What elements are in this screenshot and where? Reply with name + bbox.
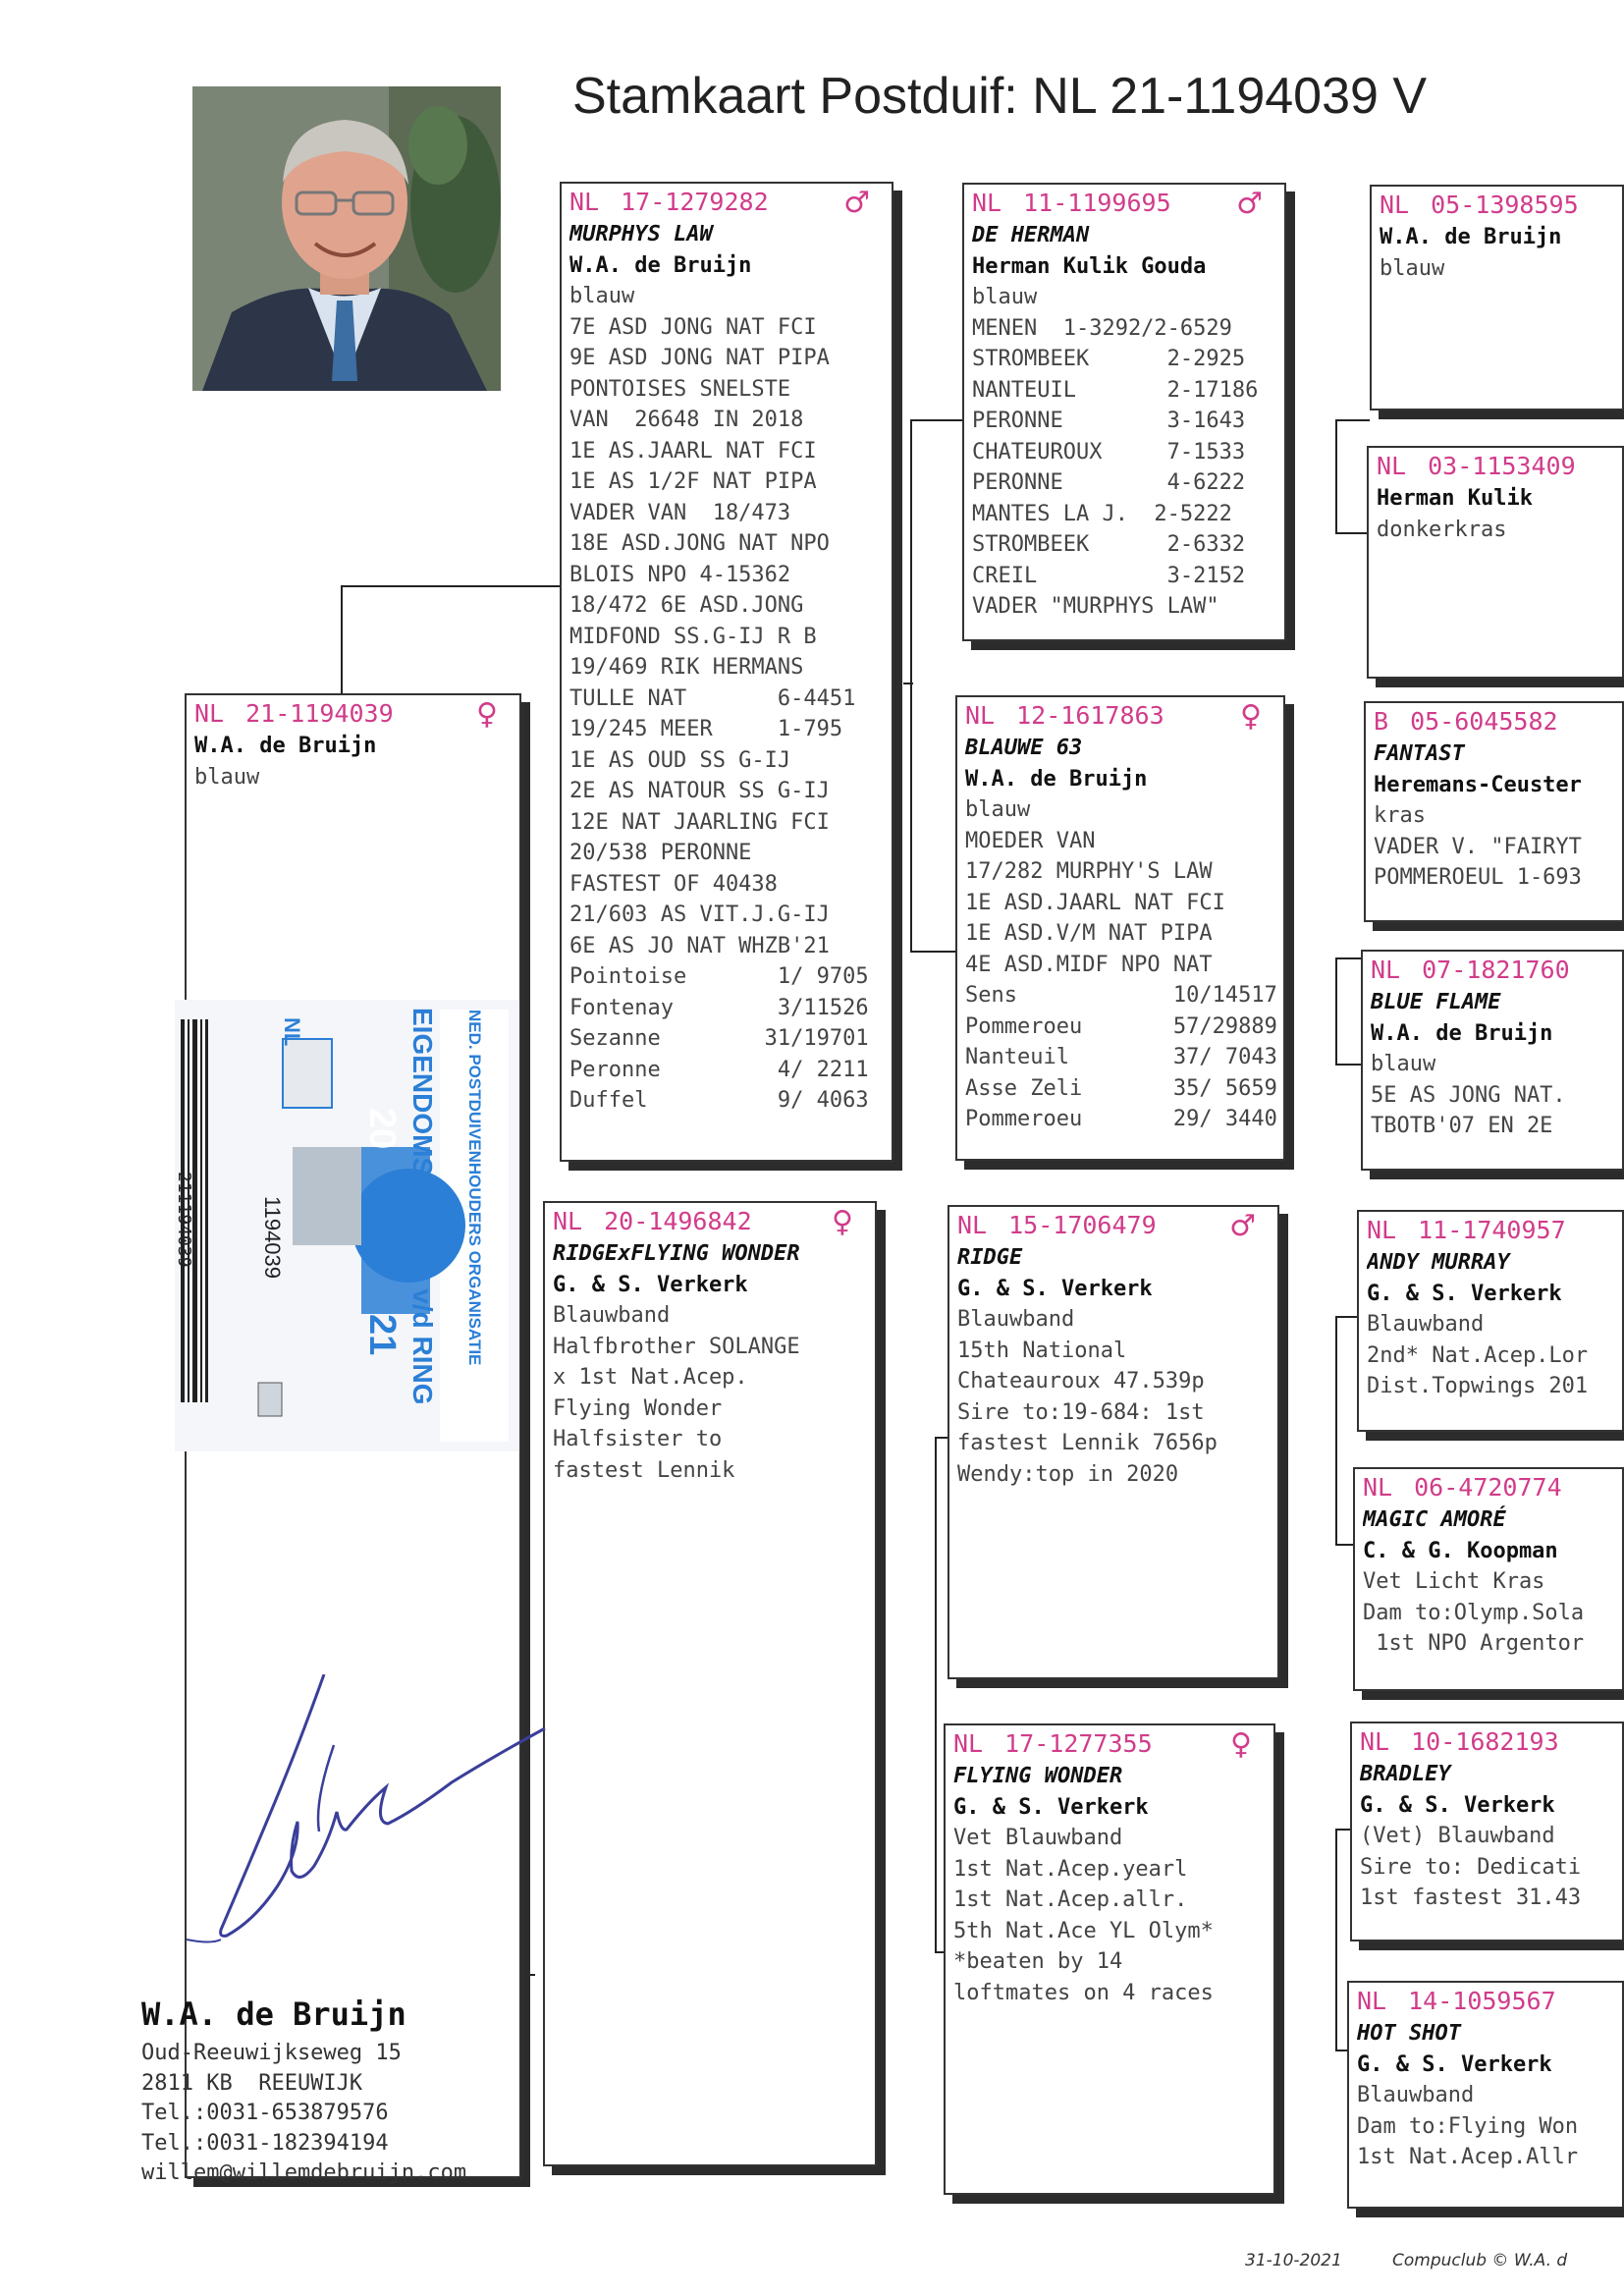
connector-line [341, 585, 343, 707]
connector-line [1335, 532, 1370, 534]
pigeon-name: RIDGE [957, 1245, 1023, 1270]
card-line: 1E ASD.V/M NAT PIPA [965, 921, 1213, 946]
pedigree-card-sire-dam [955, 695, 1285, 1161]
card-lines [953, 1761, 1270, 2008]
breeder-address: Oud-Reeuwijkseweg 15 [141, 2041, 402, 2065]
pigeon-name: HOT SHOT [1357, 2021, 1461, 2046]
card-line: Pointoise 1/ 9705 [569, 964, 869, 989]
card-line: TULLE NAT 6-4451 [569, 685, 856, 711]
female-icon: ♀ [476, 697, 498, 732]
pigeon-owner: Herman Kulik [1377, 486, 1533, 511]
card-line: Vet Blauwband [953, 1826, 1123, 1850]
ring-country: NL [553, 1207, 583, 1235]
card-header [1367, 1216, 1614, 1245]
ring-country: NL [965, 701, 996, 730]
pigeon-name: BLUE FLAME [1371, 990, 1501, 1014]
card-lines [965, 733, 1279, 1135]
card-line: 1st NPO Argentor [1363, 1631, 1585, 1656]
ring-certificate [175, 1000, 518, 1451]
card-line: NANTEUIL 2-17186 [972, 377, 1259, 403]
ring-number: 03-1153409 [1428, 452, 1576, 480]
card-lines [1367, 1247, 1618, 1402]
card-line: Pommeroeu 57/29889 [965, 1013, 1277, 1039]
pigeon-owner: W.A. de Bruijn [965, 766, 1148, 792]
card-line: VAN 26648 IN 2018 [569, 408, 804, 432]
pigeon-name: MAGIC AMORÉ [1363, 1507, 1506, 1532]
connector-line [1335, 1316, 1357, 1318]
pigeon-name: FANTAST [1374, 741, 1465, 766]
pigeon-owner: G. & S. Verkerk [553, 1272, 748, 1297]
card-line: 7E ASD JONG NAT FCI [569, 314, 817, 340]
female-icon: ♀ [832, 1205, 853, 1239]
card-line: fastest Lennik 7656p [957, 1431, 1218, 1455]
pigeon-owner: W.A. de Bruijn [194, 734, 377, 758]
card-lines [1357, 2018, 1618, 2173]
pigeon-owner: W.A. de Bruijn [569, 252, 752, 278]
pigeon-owner: W.A. de Bruijn [1371, 1020, 1553, 1046]
card-line: POMMEROEUL 1-693 [1374, 865, 1582, 890]
card-line: MIDFOND SS.G-IJ R B [569, 624, 817, 649]
male-icon: ♂ [1229, 1209, 1256, 1243]
pigeon-name: BLAUWE 63 [965, 736, 1083, 760]
card-line: Blauwband [957, 1307, 1075, 1332]
card-line: blauw [569, 284, 635, 308]
breeder-phone-2: Tel.:0031-182394194 [141, 2130, 389, 2156]
card-line: Duffel 9/ 4063 [569, 1088, 869, 1113]
ring-card-country: NL [280, 1017, 304, 1047]
card-line: 1E AS 1/2F NAT PIPA [569, 469, 817, 494]
card-line: TBOTB'07 EN 2E [1371, 1114, 1553, 1138]
ring-country: NL [1367, 1216, 1397, 1244]
card-line: FASTEST OF 40438 [569, 871, 778, 897]
card-line: 20/538 PERONNE [569, 841, 752, 865]
pigeon-owner: G. & S. Verkerk [957, 1276, 1153, 1301]
ring-number: 14-1059567 [1408, 1987, 1556, 2015]
pigeon-owner: C. & G. Koopman [1363, 1538, 1558, 1563]
card-header [953, 1727, 1266, 1762]
card-line: Blauwband [1367, 1312, 1485, 1337]
breeder-phone-1: Tel.:0031-653879576 [141, 2101, 389, 2125]
card-line: VADER VAN 18/473 [569, 500, 791, 525]
card-line: STROMBEEK 2-2925 [972, 347, 1246, 371]
card-line: blauw [965, 797, 1031, 822]
pedigree-card-sdd [1361, 950, 1624, 1171]
ring-number: 20-1496842 [604, 1207, 752, 1235]
card-line: 4E ASD.MIDF NPO NAT [965, 952, 1213, 977]
ring-country: NL [957, 1211, 988, 1239]
card-header [1360, 1727, 1614, 1757]
card-lines [553, 1238, 871, 1486]
ring-country: NL [1363, 1473, 1393, 1502]
card-line: CHATEUROUX 7-1533 [972, 439, 1246, 465]
ring-number: 05-1398595 [1431, 191, 1579, 219]
connector-line [903, 683, 913, 684]
copyright-note: Compuclub © W.A. d [1392, 2251, 1568, 2270]
ring-card-org: NED. POSTDUIVENHOUDERS ORGANISATIE [465, 1010, 484, 1366]
signature [182, 1674, 560, 1969]
card-line: Asse Zeli 35/ 5659 [965, 1075, 1277, 1101]
card-line: (Vet) Blauwband [1360, 1824, 1555, 1848]
connector-line [1335, 419, 1370, 421]
ring-country: NL [1377, 452, 1407, 480]
card-line: 5E AS JONG NAT. [1371, 1082, 1566, 1108]
pedigree-card-dam-sire [947, 1205, 1279, 1679]
ring-number: 11-1199695 [1023, 189, 1171, 217]
card-lines [1360, 1759, 1618, 1914]
female-icon: ♀ [1230, 1727, 1252, 1762]
ring-number: 07-1821760 [1422, 956, 1570, 984]
card-line: 12E NAT JAARLING FCI [569, 809, 830, 835]
card-line: 6E AS JO NAT WHZB'21 [569, 933, 830, 958]
card-line: blauw [1371, 1052, 1436, 1076]
card-header [972, 187, 1276, 221]
ring-number: 06-4720774 [1414, 1473, 1562, 1502]
card-line: Nanteuil 37/ 7043 [965, 1045, 1277, 1069]
pigeon-owner: G. & S. Verkerk [1357, 2051, 1552, 2077]
pedigree-card-dds [1350, 1722, 1624, 1941]
ring-country: NL [953, 1729, 984, 1758]
card-line: 19/469 RIK HERMANS [569, 655, 804, 680]
connector-line [1335, 1829, 1337, 2050]
card-line: Dam to:Flying Won [1357, 2113, 1579, 2139]
card-line: 17/282 MURPHY'S LAW [965, 859, 1213, 884]
card-line: MENEN 1-3292/2-6529 [972, 315, 1232, 341]
card-lines [1371, 987, 1618, 1142]
female-icon: ♀ [1240, 699, 1262, 734]
ring-number: 15-1706479 [1008, 1211, 1157, 1239]
breeder-city: 2811 KB REEUWIJK [141, 2070, 363, 2096]
male-icon: ♂ [1236, 187, 1263, 221]
pigeon-owner: G. & S. Verkerk [1360, 1792, 1555, 1818]
card-line: blauw [194, 764, 260, 790]
card-line: STROMBEEK 2-6332 [972, 532, 1246, 557]
male-icon: ♂ [843, 186, 870, 220]
card-line: Flying Wonder [553, 1395, 723, 1421]
card-line: Halfbrother SOLANGE [553, 1334, 800, 1359]
card-lines [569, 219, 888, 1117]
card-lines [194, 731, 515, 793]
card-lines [957, 1242, 1273, 1490]
ring-number: 05-6045582 [1410, 707, 1558, 736]
pigeon-owner: G. & S. Verkerk [1367, 1281, 1562, 1306]
ring-number: 21-1194039 [245, 699, 394, 728]
card-header [1357, 1987, 1614, 2016]
card-line: blauw [1380, 255, 1445, 281]
pedigree-card-dsd [1353, 1467, 1624, 1691]
pedigree-card-dam [543, 1201, 877, 2166]
ring-card-year-a: 20 [361, 1108, 403, 1150]
card-line: Wendy:top in 2020 [957, 1461, 1179, 1487]
card-line: Sezanne 31/19701 [569, 1026, 869, 1051]
print-date: 31-10-2021 [1245, 2251, 1342, 2270]
card-line: 18/472 6E ASD.JONG [569, 593, 804, 618]
connector-line [1335, 957, 1337, 1064]
card-line: 2nd* Nat.Acep.Lor [1367, 1342, 1589, 1368]
card-header [569, 186, 884, 220]
card-line: Fontenay 3/11526 [569, 995, 869, 1020]
ring-card-year-b: 21 [361, 1314, 403, 1356]
card-header [194, 697, 512, 732]
pigeon-name: MURPHYS LAW [569, 222, 713, 246]
card-line: *beaten by 14 [953, 1949, 1123, 1974]
card-line: Halfsister to [553, 1427, 723, 1451]
connector-line [1335, 1829, 1350, 1831]
card-line: 1E ASD.JAARL NAT FCI [965, 890, 1225, 915]
pigeon-name: FLYING WONDER [953, 1764, 1123, 1788]
card-lines [972, 220, 1280, 623]
card-line: MANTES LA J. 2-5222 [972, 501, 1232, 526]
card-header [1371, 956, 1614, 985]
card-line: 1E AS OUD SS G-IJ [569, 747, 791, 773]
pigeon-owner: W.A. de Bruijn [1380, 225, 1562, 249]
card-line: MOEDER VAN [965, 828, 1096, 853]
card-line: Pommeroeu 29/ 3440 [965, 1107, 1277, 1131]
breeder-name: W.A. de Bruijn [141, 1995, 406, 2033]
ring-card-number: 1194039 [260, 1196, 285, 1280]
connector-line [1335, 1064, 1361, 1066]
card-line: PERONNE 4-6222 [972, 470, 1246, 495]
connector-line [1335, 1544, 1353, 1546]
card-line: Dist.Topwings 201 [1367, 1374, 1589, 1398]
breeder-email: willem@willemdebruijn.com [141, 2160, 467, 2185]
pigeon-owner: G. & S. Verkerk [953, 1794, 1149, 1820]
card-line: Blauwband [1357, 2083, 1475, 2107]
connector-line [910, 419, 912, 953]
card-line: PERONNE 3-1643 [972, 409, 1246, 433]
card-line: 19/245 MEER 1-795 [569, 717, 843, 741]
card-line: Chateauroux 47.539p [957, 1369, 1205, 1394]
card-line: 1st fastest 31.43 [1360, 1886, 1582, 1910]
card-lines [1363, 1504, 1618, 1660]
card-line: BLOIS NPO 4-15362 [569, 562, 791, 587]
connector-line [341, 585, 569, 587]
card-line: CREIL 3-2152 [972, 563, 1246, 588]
card-line: Sire to:19-684: 1st [957, 1399, 1205, 1425]
card-lines [1374, 738, 1618, 894]
pigeon-name: DE HERMAN [972, 223, 1090, 247]
ring-country: NL [569, 188, 600, 216]
card-header [553, 1205, 867, 1239]
ring-country: NL [1357, 1987, 1387, 2015]
card-header [1380, 191, 1614, 220]
card-line: 1st Nat.Acep.allr. [953, 1887, 1188, 1912]
pedigree-card-sire [560, 182, 893, 1162]
card-line: 15th National [957, 1338, 1127, 1363]
card-line: 1st Nat.Acep.Allr [1357, 2145, 1579, 2169]
card-line: Vet Licht Kras [1363, 1569, 1545, 1594]
pedigree-card-dss [1357, 1210, 1624, 1432]
card-line: Sens 10/14517 [965, 983, 1277, 1008]
card-line: VADER "MURPHYS LAW" [972, 594, 1219, 619]
card-line: loftmates on 4 races [953, 1980, 1214, 2005]
card-header [1377, 452, 1614, 481]
connector-line [935, 1437, 937, 1952]
card-line: Blauwband [553, 1303, 671, 1328]
card-header [965, 699, 1275, 734]
ring-card-barcode-number: 211194039 [174, 1172, 194, 1268]
card-lines [1380, 222, 1618, 284]
page-title: Stamkaart Postduif: NL 21-1194039 V [572, 68, 1428, 125]
pedigree-card-dam-dam [944, 1723, 1275, 2195]
card-header [1374, 707, 1614, 737]
card-line: donkerkras [1377, 517, 1507, 542]
pedigree-card-ssd [1367, 446, 1624, 679]
card-line: Peronne 4/ 2211 [569, 1057, 869, 1082]
ring-number: 17-1277355 [1004, 1729, 1153, 1758]
ring-number: 17-1279282 [621, 188, 769, 216]
ring-country: NL [972, 189, 1002, 217]
card-line: x 1st Nat.Acep. [553, 1365, 748, 1390]
ring-number: 10-1682193 [1411, 1727, 1559, 1756]
ring-number: 11-1740957 [1418, 1216, 1566, 1244]
card-line: VADER V. "FAIRYT [1374, 834, 1582, 859]
pigeon-owner: Heremans-Ceuster [1374, 772, 1582, 797]
card-line: blauw [972, 285, 1038, 309]
card-line: PONTOISES SNELSTE [569, 376, 791, 402]
card-line: 1E AS.JAARL NAT FCI [569, 438, 817, 464]
card-line: kras [1374, 803, 1426, 828]
ring-country: NL [1360, 1727, 1390, 1756]
ring-country: NL [194, 699, 225, 728]
pigeon-owner: Herman Kulik Gouda [972, 253, 1207, 279]
card-line: fastest Lennik [553, 1457, 735, 1483]
card-line: 21/603 AS VIT.J.G-IJ [569, 902, 830, 927]
ring-country: NL [1371, 956, 1401, 984]
pedigree-card-sss [1370, 185, 1624, 410]
card-header [1363, 1473, 1614, 1503]
pigeon-name: BRADLEY [1360, 1762, 1451, 1786]
connector-line [1335, 1316, 1337, 1544]
card-header [957, 1209, 1270, 1243]
connector-line [1335, 2050, 1347, 2051]
pigeon-name: ANDY MURRAY [1367, 1250, 1510, 1275]
card-line: 1st Nat.Acep.yearl [953, 1856, 1188, 1882]
pedigree-card-sds [1364, 701, 1624, 922]
pedigree-card-ddd [1347, 1981, 1624, 2209]
owner-photo [192, 86, 501, 391]
ring-country: B [1374, 707, 1389, 736]
card-line: 9E ASD JONG NAT PIPA [569, 346, 830, 370]
ring-country: NL [1380, 191, 1410, 219]
card-line: 5th Nat.Ace YL Olym* [953, 1918, 1214, 1943]
card-line: Dam to:Olymp.Sola [1363, 1600, 1585, 1625]
card-line: 2E AS NATOUR SS G-IJ [569, 779, 830, 803]
card-line: 18E ASD.JONG NAT NPO [569, 531, 830, 556]
card-line: Sire to: Dedicati [1360, 1854, 1582, 1880]
breeder-info [141, 1995, 466, 2189]
pedigree-card-sire-sire [962, 183, 1286, 641]
pigeon-name: RIDGExFLYING WONDER [553, 1241, 800, 1266]
card-lines [1377, 483, 1618, 545]
ring-number: 12-1617863 [1016, 701, 1164, 730]
connector-line [1335, 419, 1337, 532]
ring-card-title: EIGENDOMSBEWIJS v/d RING [407, 1008, 438, 1405]
